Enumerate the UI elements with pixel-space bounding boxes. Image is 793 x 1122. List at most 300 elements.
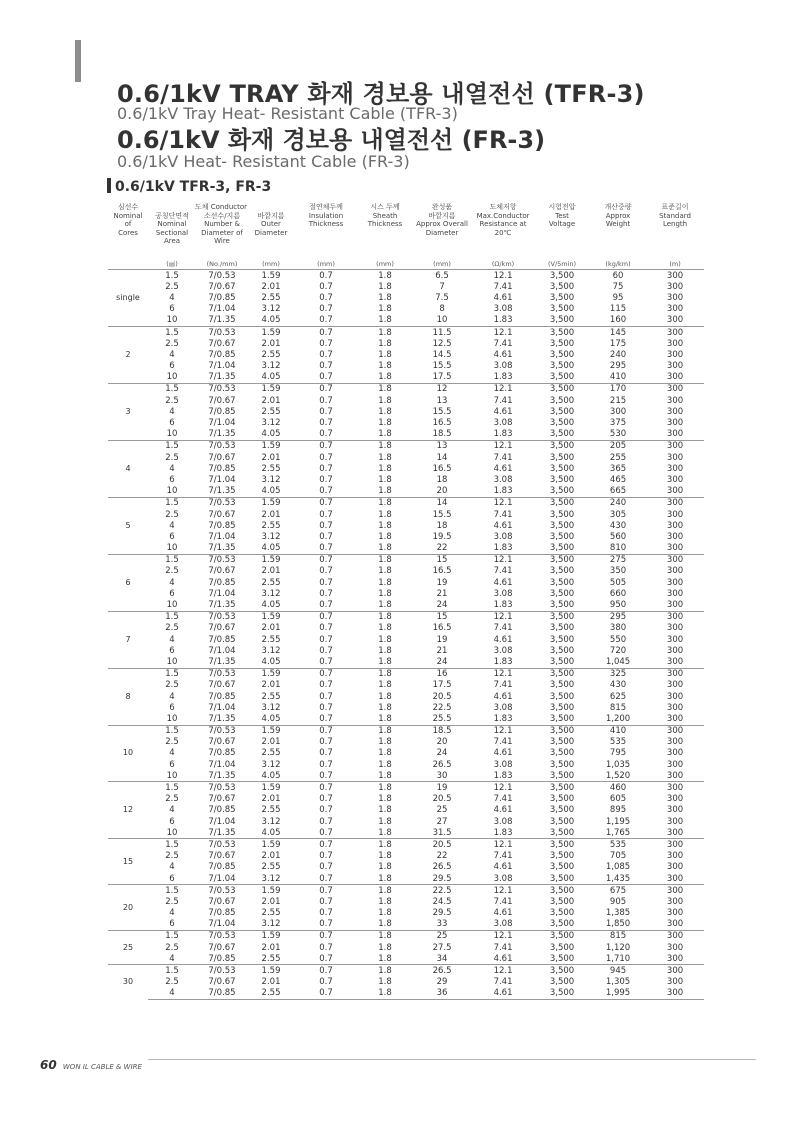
cell-voltage: 3,500 [534, 372, 590, 384]
cell-voltage: 3,500 [549, 977, 575, 988]
cell-weight: 240 [609, 349, 627, 360]
cell-weight: 430 [609, 520, 627, 531]
cell-insulation: 0.7 [294, 326, 358, 338]
cell-area: 4 [169, 520, 175, 531]
cell-voltage: 3,500 [534, 827, 590, 839]
cell-resistance: 4.61 [493, 748, 513, 759]
cell-weight: 665 [590, 486, 646, 498]
cell-strands: 7/1.35 [196, 429, 248, 441]
cell-outer: 1.59 [248, 725, 294, 737]
table-row [108, 759, 704, 770]
header-voltage: 시험전압 Test Voltage [548, 203, 576, 228]
cell-outer: 1.59 [248, 497, 294, 509]
header-resistance: 도체저항 Max.Conductor Resistance at 20℃ [476, 203, 530, 237]
cell-strands: 7/1.04 [208, 418, 236, 429]
cell-area: 10 [148, 315, 196, 327]
cell-overall: 20.5 [432, 794, 452, 805]
cell-sheath: 1.8 [358, 383, 412, 395]
cell-cores: 20 [108, 885, 148, 931]
cell-area: 10 [148, 827, 196, 839]
cell-overall: 16.5 [432, 418, 452, 429]
section-heading-text: 0.6/1kV TFR-3, FR-3 [115, 179, 272, 195]
cell-sheath: 1.8 [378, 816, 392, 827]
table-row [108, 395, 704, 406]
cell-voltage: 3,500 [549, 292, 575, 303]
unit-strands: (No./mm) [206, 259, 238, 268]
cell-weight: 205 [590, 440, 646, 452]
core-group [108, 270, 704, 327]
cell-insulation: 0.7 [319, 645, 333, 656]
cell-sheath: 1.8 [358, 827, 412, 839]
cell-overall: 19 [436, 634, 448, 645]
cell-sheath: 1.8 [358, 486, 412, 498]
cell-sheath: 1.8 [358, 440, 412, 452]
cell-area: 1.5 [148, 885, 196, 897]
cell-cores: 2 [108, 326, 148, 383]
cell-resistance: 1.83 [472, 486, 534, 498]
cell-strands: 7/0.53 [196, 839, 248, 851]
cell-overall: 25 [436, 805, 448, 816]
cell-sheath: 1.8 [358, 873, 412, 885]
cell-insulation: 0.7 [319, 623, 333, 634]
cell-outer: 4.05 [248, 656, 294, 668]
table-row [108, 851, 704, 862]
cell-overall: 20 [436, 737, 448, 748]
cell-area: 1.5 [148, 326, 196, 338]
cell-outer: 3.12 [261, 588, 281, 599]
cell-sheath: 1.8 [358, 713, 412, 725]
cell-area: 10 [148, 429, 196, 441]
cell-sheath: 1.8 [378, 566, 392, 577]
cell-outer: 3.12 [248, 919, 294, 931]
cell-resistance: 12.1 [472, 725, 534, 737]
cell-outer: 2.55 [261, 908, 281, 919]
cell-weight: 115 [609, 304, 627, 315]
cell-area: 2.5 [165, 942, 179, 953]
cell-sheath: 1.8 [358, 656, 412, 668]
table-row [108, 304, 704, 315]
side-accent-bar [75, 40, 81, 82]
cell-outer: 1.59 [248, 383, 294, 395]
cell-area: 4 [169, 292, 175, 303]
cell-strands: 7/1.35 [196, 543, 248, 555]
cell-length: 300 [666, 520, 684, 531]
cell-resistance: 1.83 [472, 599, 534, 611]
cell-strands: 7/0.53 [196, 782, 248, 794]
table-row [108, 372, 704, 384]
cell-area: 2.5 [165, 281, 179, 292]
cell-area: 1.5 [148, 839, 196, 851]
cell-resistance: 7.41 [493, 623, 513, 634]
cell-weight: 170 [590, 383, 646, 395]
cell-strands: 7/0.53 [196, 554, 248, 566]
cell-strands: 7/0.85 [208, 862, 236, 873]
cell-strands: 7/1.35 [196, 599, 248, 611]
cell-voltage: 3,500 [534, 953, 590, 965]
core-group [108, 965, 704, 1000]
cell-insulation: 0.7 [294, 497, 358, 509]
table-row [108, 623, 704, 634]
cell-outer: 2.01 [261, 851, 281, 862]
cell-insulation: 0.7 [319, 577, 333, 588]
cell-length: 300 [646, 486, 704, 498]
cell-outer: 2.01 [261, 794, 281, 805]
table-row [108, 930, 704, 942]
cell-area: 2.5 [165, 452, 179, 463]
cell-resistance: 7.41 [493, 680, 513, 691]
cell-outer: 2.55 [261, 406, 281, 417]
cell-resistance: 12.1 [472, 440, 534, 452]
cell-strands: 7/0.67 [208, 338, 236, 349]
cell-length: 300 [666, 908, 684, 919]
cell-sheath: 1.8 [378, 748, 392, 759]
cell-resistance: 4.61 [493, 463, 513, 474]
cell-insulation: 0.7 [319, 851, 333, 862]
cell-weight: 505 [609, 577, 627, 588]
cell-area: 4 [169, 908, 175, 919]
cell-weight: 410 [590, 372, 646, 384]
header-conductor-group: 도체 Conductor [195, 203, 248, 211]
cell-sheath: 1.8 [358, 839, 412, 851]
table-row [108, 577, 704, 588]
cell-outer: 2.01 [261, 896, 281, 907]
header-weight: 개산중량 Approx Weight [604, 203, 632, 228]
cell-strands: 7/0.85 [196, 988, 248, 1000]
cell-insulation: 0.7 [319, 338, 333, 349]
cell-strands: 7/0.53 [196, 611, 248, 623]
cell-area: 2.5 [165, 680, 179, 691]
cell-resistance: 7.41 [493, 509, 513, 520]
cell-overall: 16.5 [432, 623, 452, 634]
cell-length: 300 [646, 782, 704, 794]
header-insulation: 절연체두께 Insulation Thickness [308, 203, 344, 228]
cell-area: 6 [148, 873, 196, 885]
cell-overall: 33 [412, 919, 472, 931]
cell-overall: 13 [412, 440, 472, 452]
cell-weight: 1,385 [605, 908, 631, 919]
cell-weight: 460 [590, 782, 646, 794]
cell-resistance: 4.61 [493, 406, 513, 417]
core-group [108, 497, 704, 554]
cell-voltage: 3,500 [534, 429, 590, 441]
cell-outer: 3.12 [248, 873, 294, 885]
cell-resistance: 12.1 [472, 270, 534, 282]
cell-strands: 7/1.35 [196, 315, 248, 327]
cell-strands: 7/1.04 [208, 531, 236, 542]
cell-weight: 675 [590, 885, 646, 897]
cell-outer: 2.55 [261, 349, 281, 360]
cell-overall: 16.5 [432, 463, 452, 474]
cell-resistance: 12.1 [472, 965, 534, 977]
cell-length: 300 [646, 497, 704, 509]
cell-voltage: 3,500 [534, 930, 590, 942]
title-korean-tfr3: 0.6/1kV TRAY 화재 경보용 내열전선 (TFR-3) [117, 80, 645, 108]
cell-insulation: 0.7 [319, 292, 333, 303]
cell-voltage: 3,500 [534, 554, 590, 566]
cell-area: 10 [148, 713, 196, 725]
cell-length: 300 [646, 668, 704, 680]
cell-overall: 27 [436, 816, 448, 827]
cell-voltage: 3,500 [534, 656, 590, 668]
cell-weight: 950 [590, 599, 646, 611]
cell-length: 300 [666, 395, 684, 406]
cell-voltage: 3,500 [549, 759, 575, 770]
cell-weight: 535 [609, 737, 627, 748]
cell-outer: 1.59 [248, 782, 294, 794]
cell-insulation: 0.7 [319, 862, 333, 873]
cell-sheath: 1.8 [358, 965, 412, 977]
cell-overall: 12.5 [432, 338, 452, 349]
cell-strands: 7/0.53 [196, 270, 248, 282]
cell-area: 1.5 [148, 383, 196, 395]
cell-voltage: 3,500 [549, 566, 575, 577]
section-marker [107, 178, 111, 193]
cell-length: 300 [646, 611, 704, 623]
cell-outer: 2.01 [261, 623, 281, 634]
cell-voltage: 3,500 [549, 691, 575, 702]
cell-outer: 4.05 [248, 599, 294, 611]
cell-weight: 325 [590, 668, 646, 680]
cell-voltage: 3,500 [549, 805, 575, 816]
cell-area: 4 [169, 463, 175, 474]
cell-strands: 7/1.04 [196, 919, 248, 931]
cell-resistance: 1.83 [472, 656, 534, 668]
cell-overall: 27.5 [432, 942, 452, 953]
cell-resistance: 1.83 [472, 827, 534, 839]
cell-insulation: 0.7 [319, 691, 333, 702]
cell-cores: 25 [108, 930, 148, 965]
table-row [108, 349, 704, 360]
table-row [108, 839, 704, 851]
cell-overall: 8 [439, 304, 445, 315]
cell-area: 2.5 [165, 851, 179, 862]
cell-voltage: 3,500 [534, 497, 590, 509]
cell-length: 300 [646, 965, 704, 977]
table-row [108, 805, 704, 816]
table-row [108, 292, 704, 303]
table-row [108, 725, 704, 737]
cell-outer: 2.55 [261, 748, 281, 759]
table-row [108, 361, 704, 372]
table-row [108, 862, 704, 873]
cell-length: 300 [666, 531, 684, 542]
cell-cores: single [108, 270, 148, 327]
title-english-tfr3: 0.6/1kV Tray Heat- Resistant Cable (TFR-3) [117, 104, 458, 123]
cell-length: 300 [646, 770, 704, 782]
cell-strands: 7/0.85 [208, 463, 236, 474]
table-row [108, 452, 704, 463]
cell-voltage: 3,500 [534, 965, 590, 977]
cell-weight: 1,710 [590, 953, 646, 965]
cell-voltage: 3,500 [549, 816, 575, 827]
title-korean-fr3: 0.6/1kV 화재 경보용 내열전선 (FR-3) [117, 126, 546, 154]
cell-area: 10 [148, 486, 196, 498]
cell-length: 300 [666, 977, 684, 988]
header-overall: 완성품 바깥지름 Approx Overall Diameter [416, 203, 468, 237]
cell-insulation: 0.7 [294, 713, 358, 725]
table-row [108, 588, 704, 599]
title-english-fr3: 0.6/1kV Heat- Resistant Cable (FR-3) [117, 152, 410, 171]
cell-voltage: 3,500 [549, 338, 575, 349]
table-row [108, 486, 704, 498]
cell-overall: 11.5 [412, 326, 472, 338]
cell-area: 1.5 [148, 270, 196, 282]
cell-sheath: 1.8 [358, 668, 412, 680]
cell-length: 300 [646, 543, 704, 555]
cell-weight: 1,085 [605, 862, 631, 873]
cell-voltage: 3,500 [549, 851, 575, 862]
cell-insulation: 0.7 [294, 919, 358, 931]
cell-sheath: 1.8 [378, 691, 392, 702]
cell-insulation: 0.7 [319, 349, 333, 360]
cell-sheath: 1.8 [378, 908, 392, 919]
cell-outer: 1.59 [248, 839, 294, 851]
cell-insulation: 0.7 [294, 839, 358, 851]
cell-outer: 3.12 [261, 645, 281, 656]
cell-resistance: 4.61 [493, 862, 513, 873]
cell-insulation: 0.7 [294, 486, 358, 498]
cell-overall: 15.5 [432, 509, 452, 520]
cell-insulation: 0.7 [294, 440, 358, 452]
table-row [108, 554, 704, 566]
cell-sheath: 1.8 [378, 634, 392, 645]
cell-weight: 625 [609, 691, 627, 702]
cell-outer: 3.12 [261, 304, 281, 315]
cell-insulation: 0.7 [294, 725, 358, 737]
cell-area: 1.5 [148, 554, 196, 566]
cell-overall: 20.5 [412, 839, 472, 851]
unit-overall: (mm) [433, 259, 451, 268]
cell-insulation: 0.7 [319, 588, 333, 599]
cell-weight: 95 [612, 292, 624, 303]
cell-strands: 7/1.04 [208, 645, 236, 656]
cell-resistance: 3.08 [493, 474, 513, 485]
cell-length: 300 [666, 623, 684, 634]
table-row [108, 668, 704, 680]
cell-overall: 16.5 [432, 566, 452, 577]
cell-strands: 7/0.53 [196, 668, 248, 680]
cell-insulation: 0.7 [319, 463, 333, 474]
table-row [108, 566, 704, 577]
cell-strands: 7/1.35 [196, 372, 248, 384]
table-row [108, 816, 704, 827]
cell-voltage: 3,500 [549, 737, 575, 748]
cell-sheath: 1.8 [358, 315, 412, 327]
cell-strands: 7/1.35 [196, 656, 248, 668]
cell-overall: 15.5 [432, 406, 452, 417]
cell-area: 2.5 [165, 794, 179, 805]
cell-outer: 1.59 [248, 326, 294, 338]
cell-overall: 18.5 [412, 429, 472, 441]
cell-weight: 295 [590, 611, 646, 623]
cell-strands: 7/1.04 [208, 361, 236, 372]
cell-insulation: 0.7 [294, 827, 358, 839]
table-row [108, 315, 704, 327]
cell-insulation: 0.7 [294, 965, 358, 977]
cell-sheath: 1.8 [378, 395, 392, 406]
header-conductor [148, 203, 294, 258]
cell-area: 2.5 [165, 977, 179, 988]
cell-overall: 24.5 [432, 896, 452, 907]
cell-sheath: 1.8 [358, 953, 412, 965]
cell-weight: 465 [609, 474, 627, 485]
cell-voltage: 3,500 [549, 702, 575, 713]
cell-resistance: 12.1 [472, 383, 534, 395]
cell-strands: 7/0.67 [208, 680, 236, 691]
table-row [108, 531, 704, 542]
cell-area: 6 [169, 816, 175, 827]
table-row [108, 953, 704, 965]
cell-weight: 530 [590, 429, 646, 441]
cell-area: 1.5 [148, 497, 196, 509]
cell-voltage: 3,500 [534, 839, 590, 851]
cell-insulation: 0.7 [294, 372, 358, 384]
cell-weight: 1,045 [590, 656, 646, 668]
cell-area: 10 [148, 770, 196, 782]
cell-resistance: 4.61 [493, 634, 513, 645]
core-group [108, 725, 704, 782]
cell-strands: 7/0.85 [208, 908, 236, 919]
cell-voltage: 3,500 [549, 474, 575, 485]
cell-strands: 7/1.04 [196, 873, 248, 885]
cell-weight: 705 [609, 851, 627, 862]
cell-insulation: 0.7 [294, 953, 358, 965]
cell-sheath: 1.8 [358, 372, 412, 384]
cell-sheath: 1.8 [378, 851, 392, 862]
cell-strands: 7/1.35 [196, 486, 248, 498]
cell-area: 1.5 [148, 782, 196, 794]
cell-sheath: 1.8 [358, 885, 412, 897]
cell-outer: 2.01 [261, 977, 281, 988]
cell-insulation: 0.7 [294, 315, 358, 327]
cell-resistance: 12.1 [472, 611, 534, 623]
cell-cores: 15 [108, 839, 148, 885]
cell-overall: 20.5 [432, 691, 452, 702]
cell-weight: 160 [590, 315, 646, 327]
cell-weight: 145 [590, 326, 646, 338]
cell-overall: 30 [412, 770, 472, 782]
cell-strands: 7/0.67 [208, 977, 236, 988]
page-number: 60 [40, 1058, 57, 1072]
cell-insulation: 0.7 [294, 270, 358, 282]
cell-overall: 18.5 [412, 725, 472, 737]
table-row [108, 977, 704, 988]
cell-voltage: 3,500 [534, 383, 590, 395]
cell-strands: 7/0.85 [208, 577, 236, 588]
cell-area: 1.5 [148, 930, 196, 942]
table-row [108, 611, 704, 623]
cell-length: 300 [666, 349, 684, 360]
cell-sheath: 1.8 [358, 543, 412, 555]
cell-overall: 24 [436, 748, 448, 759]
cell-sheath: 1.8 [378, 942, 392, 953]
cell-overall: 18 [436, 474, 448, 485]
cell-sheath: 1.8 [378, 862, 392, 873]
core-group [108, 383, 704, 440]
table-row [108, 919, 704, 931]
cell-length: 300 [666, 292, 684, 303]
table-row [108, 702, 704, 713]
cell-area: 1.5 [148, 725, 196, 737]
cell-sheath: 1.8 [378, 349, 392, 360]
cell-weight: 410 [590, 725, 646, 737]
cell-overall: 26.5 [432, 862, 452, 873]
cell-insulation: 0.7 [294, 988, 358, 1000]
cell-sheath: 1.8 [358, 988, 412, 1000]
cell-strands: 7/1.35 [196, 713, 248, 725]
cell-voltage: 3,500 [534, 440, 590, 452]
cell-outer: 3.12 [261, 418, 281, 429]
